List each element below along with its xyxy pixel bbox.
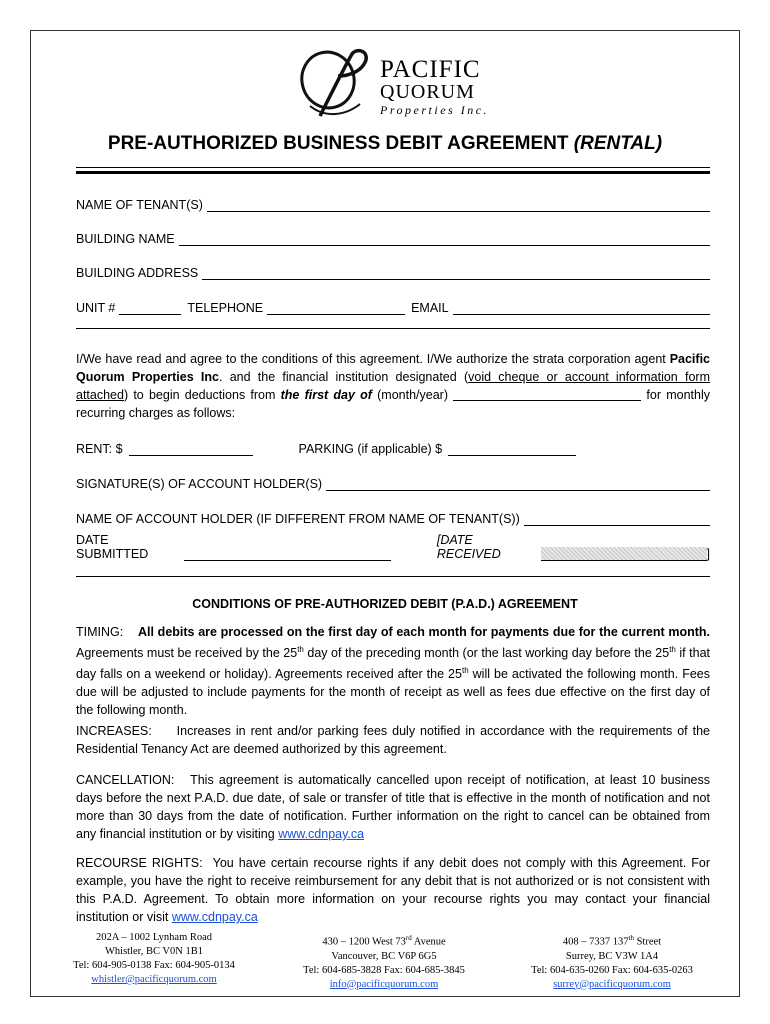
building-name-row bbox=[76, 228, 710, 246]
office-address bbox=[274, 931, 494, 950]
cancellation-text: This agreement is automatically cancelled upon receipt of notification, at least 10 business days before the next P.A.D. due date, of sale or transfer of title that is effective in the month of notification and not more than 30 days from the date of notification. Further information on the right to cancel can be obtained from any financial institution or by visiting bbox=[76, 773, 711, 841]
office-address bbox=[502, 931, 722, 950]
account-holder-field[interactable] bbox=[524, 512, 710, 526]
auth-text-1: I/We have read and agree to the conditions of this agreement. I/We authorize the strata corporation agent bbox=[76, 352, 670, 366]
signature-label: SIGNATURE(S) OF ACCOUNT HOLDER(S) bbox=[76, 477, 323, 491]
tenant-name-row bbox=[76, 194, 710, 212]
timing-text-b: day of the preceding month (or the last working day before the 25 bbox=[303, 646, 670, 661]
office-city: Whistler, BC V0N 1B1 bbox=[105, 946, 203, 957]
auth-text-2: . and the financial institution designated ( bbox=[218, 370, 469, 384]
timing-label: TIMING: bbox=[76, 625, 124, 639]
company-logo bbox=[290, 46, 500, 120]
parking-field[interactable] bbox=[448, 442, 576, 456]
authorization-paragraph bbox=[76, 350, 710, 422]
timing-bold: All debits are processed on the first day of each month for payments due for the current month. bbox=[138, 625, 710, 639]
signature-row bbox=[76, 473, 710, 491]
logo-text-pacific: PACIFIC bbox=[380, 56, 481, 83]
timing-text-d: will be activated the following month. Fees due will be adjusted to include payments for the month of receipt as well as fees due effective on the first day of the following month. bbox=[76, 667, 710, 718]
title-rule bbox=[76, 167, 710, 168]
tenant-name-label: NAME OF TENANT(S) bbox=[76, 198, 203, 212]
auth-text-3: ) to begin deductions from bbox=[123, 388, 281, 402]
pq-monogram-icon bbox=[290, 46, 380, 120]
section-divider bbox=[76, 328, 710, 329]
auth-void-cheque: void cheque or account information form attached bbox=[76, 370, 710, 402]
unit-field[interactable] bbox=[119, 301, 181, 315]
office-email-link[interactable]: info@pacificquorum.com bbox=[329, 978, 439, 990]
recourse-label: RECOURSE RIGHTS: bbox=[76, 856, 203, 870]
title-rule-thick bbox=[76, 171, 710, 174]
telephone-field[interactable] bbox=[267, 301, 405, 315]
timing-text-a: Agreements must be received by the 25 bbox=[76, 646, 298, 661]
signature-field[interactable] bbox=[326, 477, 710, 491]
sup-th: th bbox=[628, 934, 634, 942]
cancellation-label: CANCELLATION: bbox=[76, 773, 175, 787]
dates-row bbox=[76, 533, 710, 561]
tenant-name-field[interactable] bbox=[207, 198, 710, 212]
office-whistler bbox=[44, 931, 264, 987]
office-phone: Tel: 604-685-3828 Fax: 604-685-3845 bbox=[303, 964, 465, 976]
office-address-b: Avenue bbox=[411, 936, 446, 948]
cancellation-link[interactable]: www.cdnpay.ca bbox=[278, 827, 365, 841]
office-surrey bbox=[502, 931, 722, 992]
increases-label: INCREASES: bbox=[76, 724, 152, 738]
account-holder-row bbox=[76, 508, 710, 526]
timing-paragraph bbox=[76, 623, 710, 719]
increases-text: Increases in rent and/or parking fees duly notified in accordance with the requirements of the Residential Tenancy Act are deemed authorized by this agreement. bbox=[76, 724, 710, 756]
auth-text-5: for monthly recurring charges as follows: bbox=[76, 388, 710, 420]
date-received-label: [DATE RECEIVED bbox=[436, 533, 501, 561]
logo-text-properties: Properties Inc. bbox=[380, 103, 490, 117]
auth-first-day: the first day of bbox=[280, 388, 372, 402]
parking-label: PARKING (if applicable) $ bbox=[298, 442, 443, 456]
building-address-row bbox=[76, 262, 710, 280]
conditions-title: CONDITIONS OF PRE-AUTHORIZED DEBIT (P.A.D.) AGREEMENT bbox=[192, 597, 578, 611]
office-phone: Tel: 604-635-0260 Fax: 604-635-0263 bbox=[531, 964, 693, 976]
office-email-link[interactable]: surrey@pacificquorum.com bbox=[553, 978, 671, 990]
date-received-close: ] bbox=[706, 547, 710, 561]
sup-rd: rd bbox=[405, 934, 412, 942]
title-rental: (RENTAL) bbox=[573, 133, 663, 154]
date-received-field bbox=[541, 547, 707, 561]
office-address-a: 430 – 1200 West 73 bbox=[322, 936, 406, 948]
amounts-row bbox=[76, 438, 710, 456]
office-email-link[interactable]: whistler@pacificquorum.com bbox=[91, 974, 217, 985]
rent-label: RENT: $ bbox=[76, 442, 123, 456]
timing-text-c: if that day falls on a weekend or holiday). Agreements received after the 25 bbox=[76, 646, 710, 682]
section-divider-2 bbox=[76, 576, 710, 577]
month-year-field[interactable] bbox=[453, 387, 641, 401]
email-field[interactable] bbox=[453, 301, 710, 315]
office-phone: Tel: 604-905-0138 Fax: 604-905-0134 bbox=[73, 960, 235, 971]
office-vancouver bbox=[274, 931, 494, 992]
auth-text-4: (month/year) bbox=[371, 388, 448, 402]
page-title bbox=[0, 133, 770, 155]
office-city: Surrey, BC V3W 1A4 bbox=[565, 950, 659, 962]
logo-text-quorum: QUORUM bbox=[380, 81, 475, 103]
telephone-label: TELEPHONE bbox=[187, 301, 264, 315]
cancellation-paragraph bbox=[76, 771, 710, 843]
office-address: 202A – 1002 Lynham Road bbox=[95, 932, 213, 943]
building-name-field[interactable] bbox=[179, 232, 710, 246]
recourse-link[interactable]: www.cdnpay.ca bbox=[171, 910, 258, 924]
unit-label: UNIT # bbox=[76, 301, 116, 315]
date-submitted-label: DATE SUBMITTED bbox=[76, 533, 149, 561]
rent-field[interactable] bbox=[129, 442, 253, 456]
sup-th: th bbox=[669, 645, 676, 654]
email-label: EMAIL bbox=[411, 301, 449, 315]
building-address-label: BUILDING ADDRESS bbox=[76, 266, 199, 280]
sup-th: th bbox=[297, 645, 304, 654]
increases-paragraph bbox=[76, 722, 710, 758]
building-address-field[interactable] bbox=[202, 266, 710, 280]
recourse-text: You have certain recourse rights if any debit does not comply with this Agreement. For example, you have the right to receive reimbursement for any debit that is not authorized or is not consistent with this P.A.D. Agreement. To obtain more information on your recourse rights you may contact your financial institution or visit bbox=[76, 856, 711, 924]
contact-row bbox=[76, 297, 710, 315]
office-address-a: 408 – 7337 137 bbox=[562, 936, 629, 948]
account-holder-label: NAME OF ACCOUNT HOLDER (IF DIFFERENT FROM NAME OF TENANT(S)) bbox=[76, 512, 520, 526]
office-address-b: Street bbox=[633, 936, 662, 948]
building-name-label: BUILDING NAME bbox=[76, 232, 175, 246]
recourse-paragraph bbox=[76, 854, 710, 926]
date-submitted-field[interactable] bbox=[184, 547, 391, 561]
title-main: PRE-AUTHORIZED BUSINESS DEBIT AGREEMENT bbox=[107, 133, 574, 154]
office-city: Vancouver, BC V6P 6G5 bbox=[331, 950, 437, 962]
auth-company: Pacific Quorum Properties Inc bbox=[76, 352, 710, 384]
sup-th: th bbox=[461, 666, 469, 676]
